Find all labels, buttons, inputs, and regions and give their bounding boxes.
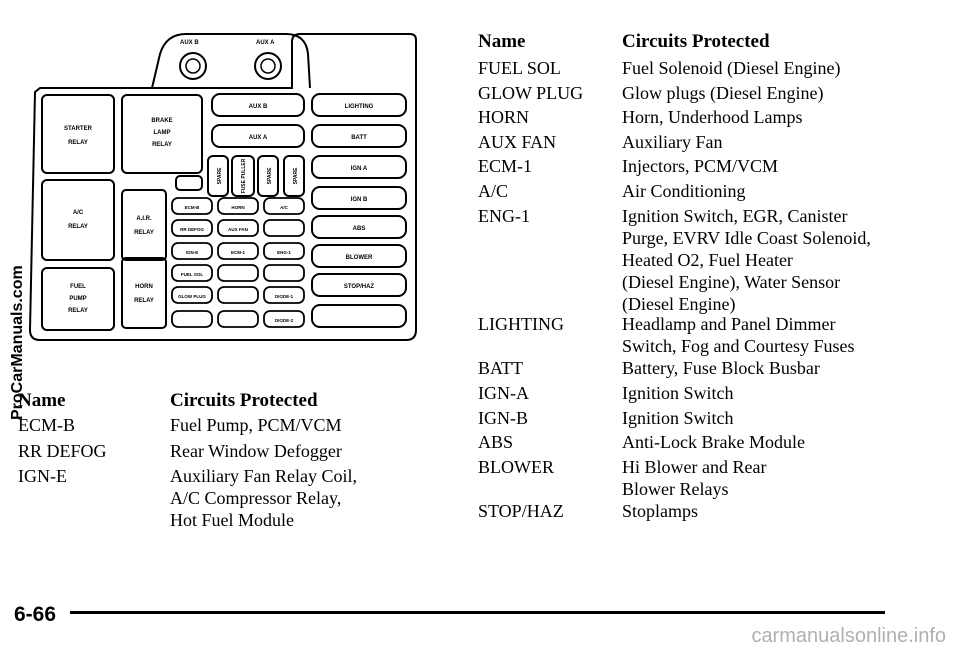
- fuse-rr-defog: [172, 220, 212, 236]
- right-row-name: A/C: [478, 181, 509, 201]
- left-row-desc: Auxiliary Fan Relay Coil,: [170, 466, 357, 486]
- air-relay: [122, 190, 166, 260]
- horn-relay: [122, 258, 166, 328]
- svg-text:IGN A: IGN A: [350, 166, 368, 172]
- top-connector-housing: [152, 34, 310, 88]
- maxi-ign-a: [312, 156, 406, 178]
- right-row-desc: Glow plugs (Diesel Engine): [622, 83, 824, 103]
- svg-text:BLOWER: BLOWER: [345, 255, 373, 261]
- right-row-name: LIGHTING: [478, 314, 564, 334]
- svg-text:LAMP: LAMP: [153, 130, 171, 136]
- svg-text:GLOW PLUG: GLOW PLUG: [178, 294, 206, 299]
- right-row-desc: Ignition Switch: [622, 408, 734, 428]
- svg-text:DIODE-1: DIODE-1: [274, 294, 294, 299]
- svg-text:HORN: HORN: [135, 284, 153, 290]
- left-row-name: IGN-E: [18, 466, 67, 486]
- aux-b-fuse: [212, 94, 304, 116]
- fuse-blank-6: [218, 311, 258, 327]
- right-row-name: AUX FAN: [478, 132, 557, 152]
- right-row-desc: Switch, Fog and Courtesy Fuses: [622, 336, 855, 356]
- right-row-desc: Headlamp and Panel Dimmer: [622, 314, 836, 334]
- maxi-abs: [312, 216, 406, 238]
- right-row-desc: Ignition Switch, EGR, Canister: [622, 206, 848, 226]
- watermark-side: [8, 220, 26, 420]
- right-row-name: IGN-A: [478, 383, 529, 403]
- right-row-desc: Purge, EVRV Idle Coast Solenoid,: [622, 228, 871, 248]
- svg-text:ABS: ABS: [352, 226, 366, 232]
- fuse-horn: [218, 198, 258, 214]
- right-row-desc: Ignition Switch: [622, 383, 734, 403]
- aux-a-fuse: [212, 125, 304, 147]
- fuse-blank-1: [264, 220, 304, 236]
- diode-2: [264, 311, 304, 327]
- right-row-desc: Stoplamps: [622, 501, 699, 521]
- svg-text:SPARE: SPARE: [293, 167, 299, 185]
- left-row-desc: A/C Compressor Relay,: [170, 488, 342, 508]
- maxi-stop-haz: [312, 274, 406, 296]
- fuse-ign-e: [172, 243, 212, 259]
- right-row-desc: Fuel Solenoid (Diesel Engine): [622, 58, 841, 78]
- right-row-desc: Air Conditioning: [622, 181, 746, 201]
- starter-relay: [42, 95, 114, 173]
- fuse-blank-5: [172, 311, 212, 327]
- svg-text:FUEL: FUEL: [70, 284, 86, 290]
- fuse-ecm-1: [218, 243, 258, 259]
- page-rule: [70, 611, 885, 614]
- svg-text:FUEL SOL: FUEL SOL: [180, 272, 204, 277]
- svg-text:RR DEFOG: RR DEFOG: [180, 227, 204, 232]
- right-row-name: HORN: [478, 107, 530, 127]
- svg-text:RELAY: RELAY: [68, 224, 88, 230]
- fuse-eng-1: [264, 243, 304, 259]
- right-row-name: BLOWER: [478, 457, 554, 477]
- svg-text:RELAY: RELAY: [68, 308, 88, 314]
- watermark-bottom: carmanualsonline.info: [751, 625, 946, 647]
- small-block: [176, 176, 202, 190]
- maxi-batt: [312, 125, 406, 147]
- fuse-glow-plug: [172, 287, 212, 303]
- right-row-name: IGN-B: [478, 408, 528, 428]
- fuse-blank-3: [264, 265, 304, 281]
- right-row-desc: Heated O2, Fuel Heater: [622, 250, 793, 270]
- svg-text:STARTER: STARTER: [64, 126, 92, 132]
- fuse-blank-4: [218, 287, 258, 303]
- right-row-name: ABS: [478, 432, 514, 452]
- right-row-desc: (Diesel Engine), Water Sensor: [622, 272, 841, 292]
- fuel-pump-relay: [42, 268, 114, 330]
- left-row-desc: Hot Fuel Module: [170, 510, 294, 530]
- svg-text:RELAY: RELAY: [134, 298, 154, 304]
- svg-text:FUSE PULLER: FUSE PULLER: [241, 158, 247, 194]
- right-row-name: BATT: [478, 358, 523, 378]
- top-tab-aux-a: AUX A: [256, 40, 275, 46]
- fuse-block-diagram: [0, 0, 430, 350]
- svg-text:STOP/HAZ: STOP/HAZ: [343, 284, 375, 290]
- left-row-desc: Rear Window Defogger: [170, 441, 342, 461]
- svg-text:HORN: HORN: [231, 205, 245, 210]
- svg-text:DIODE-2: DIODE-2: [274, 318, 294, 323]
- fuse-blank-2: [218, 265, 258, 281]
- right-row-desc: Injectors, PCM/VCM: [622, 156, 779, 176]
- diode-1: [264, 287, 304, 303]
- right-row-desc: Horn, Underhood Lamps: [622, 107, 803, 127]
- right-row-name: FUEL SOL: [478, 58, 561, 78]
- left-row-name: RR DEFOG: [18, 441, 107, 461]
- svg-text:SPARE: SPARE: [217, 167, 223, 185]
- svg-text:BRAKE: BRAKE: [151, 118, 173, 124]
- right-header-name: Name: [478, 31, 526, 52]
- aux-b-stud: [180, 53, 206, 79]
- svg-text:ECM-1: ECM-1: [230, 250, 246, 255]
- right-row-desc: Anti-Lock Brake Module: [622, 432, 805, 452]
- left-header-circuits: Circuits Protected: [170, 390, 318, 411]
- maxi-blank: [312, 305, 406, 327]
- right-row-name: GLOW PLUG: [478, 83, 584, 103]
- maxi-blower: [312, 245, 406, 267]
- svg-text:IGN B: IGN B: [350, 197, 368, 203]
- right-row-desc: (Diesel Engine): [622, 294, 736, 314]
- svg-text:AUX FAN: AUX FAN: [228, 227, 248, 232]
- svg-text:LIGHTING: LIGHTING: [344, 104, 374, 110]
- brake-lamp-relay: [122, 95, 202, 173]
- svg-text:ECM-B: ECM-B: [184, 205, 200, 210]
- svg-text:BATT: BATT: [351, 135, 367, 141]
- svg-text:RELAY: RELAY: [152, 142, 172, 148]
- maxi-ign-b: [312, 187, 406, 209]
- right-row-name: ENG-1: [478, 206, 530, 226]
- svg-text:SPARE: SPARE: [267, 167, 273, 185]
- svg-text:A.I.R.: A.I.R.: [136, 216, 152, 222]
- right-row-desc: Battery, Fuse Block Busbar: [622, 358, 820, 378]
- fuse-fuel-sol: [172, 265, 212, 281]
- svg-text:ProCarManuals.com: ProCarManuals.com: [9, 265, 26, 420]
- fuse-ac: [264, 198, 304, 214]
- right-row-desc: Auxiliary Fan: [622, 132, 723, 152]
- svg-text:A/C: A/C: [72, 210, 84, 216]
- left-header-name: Name: [18, 390, 66, 411]
- svg-text:AUX B: AUX B: [248, 104, 268, 110]
- svg-text:ENG-1: ENG-1: [277, 250, 291, 255]
- maxi-lighting: [312, 94, 406, 116]
- svg-text:PUMP: PUMP: [69, 296, 87, 302]
- right-row-desc: Hi Blower and Rear: [622, 457, 767, 477]
- right-header-circuits: Circuits Protected: [622, 31, 770, 52]
- spare-slot-1: [208, 156, 228, 196]
- left-row-desc: Fuel Pump, PCM/VCM: [170, 415, 342, 435]
- page-number: 6-66: [14, 603, 57, 626]
- fuse-ecm-b: [172, 198, 212, 214]
- aux-a-stud: [255, 53, 281, 79]
- svg-text:RELAY: RELAY: [68, 140, 88, 146]
- top-tab-aux-b: AUX B: [180, 40, 199, 46]
- left-row-name: ECM-B: [18, 415, 76, 435]
- spare-slot-3: [284, 156, 304, 196]
- right-row-name: ECM-1: [478, 156, 532, 176]
- svg-text:RELAY: RELAY: [134, 230, 154, 236]
- svg-text:A/C: A/C: [280, 205, 288, 210]
- fuse-aux-fan: [218, 220, 258, 236]
- right-row-desc: Blower Relays: [622, 479, 729, 499]
- right-row-name: STOP/HAZ: [478, 501, 564, 521]
- spare-slot-2: [258, 156, 278, 196]
- fuse-puller: [232, 156, 254, 196]
- ac-relay: [42, 180, 114, 260]
- svg-text:AUX A: AUX A: [248, 135, 268, 141]
- svg-text:IGN-E: IGN-E: [185, 250, 199, 255]
